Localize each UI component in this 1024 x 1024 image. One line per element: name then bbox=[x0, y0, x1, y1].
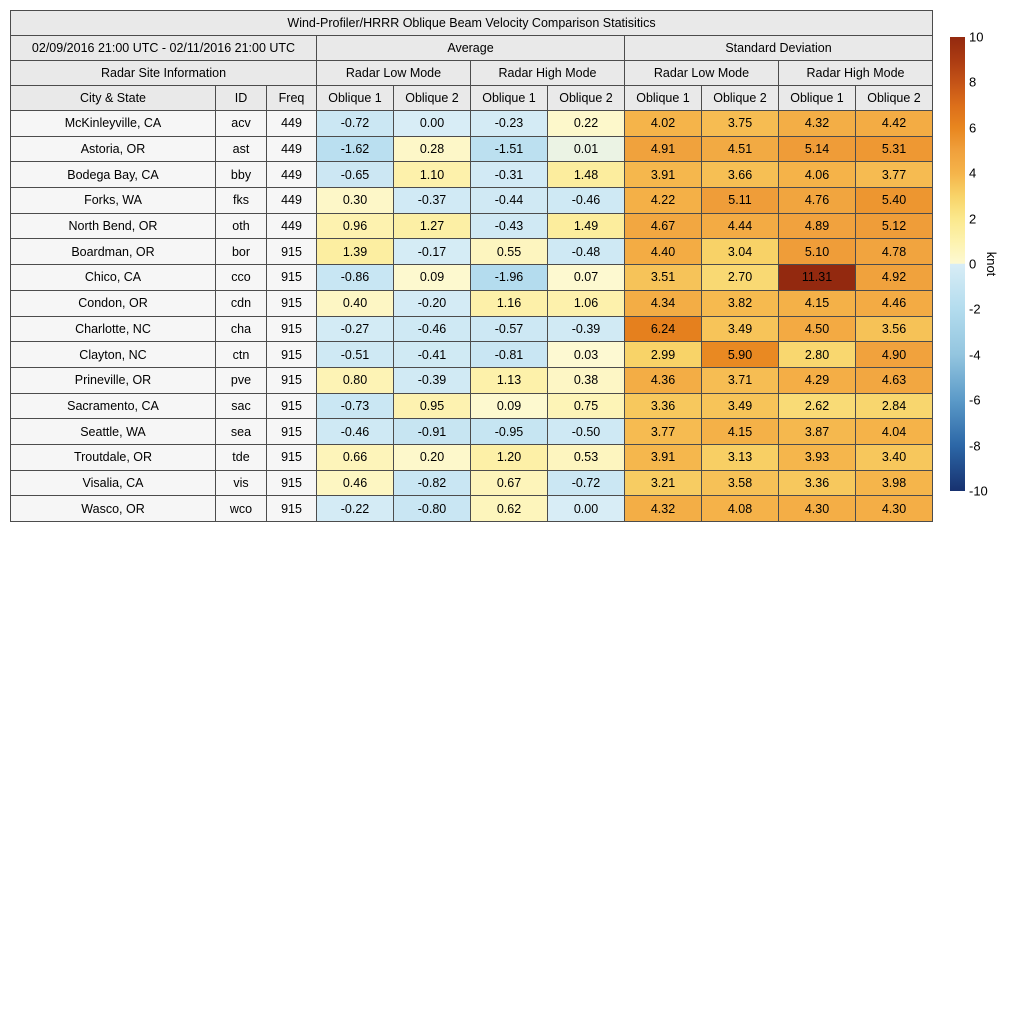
value-cell: -0.27 bbox=[317, 316, 394, 342]
value-cell: -0.50 bbox=[548, 419, 625, 445]
value-cell: 4.50 bbox=[779, 316, 856, 342]
value-cell: 4.29 bbox=[779, 367, 856, 393]
value-cell: 4.22 bbox=[625, 188, 702, 214]
value-cell: -1.96 bbox=[471, 265, 548, 291]
value-cell: -0.39 bbox=[548, 316, 625, 342]
city-cell: Astoria, OR bbox=[11, 136, 216, 162]
table-row bbox=[11, 111, 933, 137]
value-cell: -0.41 bbox=[394, 342, 471, 368]
value-cell: 0.67 bbox=[471, 470, 548, 496]
value-cell: -0.37 bbox=[394, 188, 471, 214]
table-row bbox=[11, 419, 933, 445]
city-cell: Wasco, OR bbox=[11, 496, 216, 522]
city-cell: Boardman, OR bbox=[11, 239, 216, 265]
statistics-table bbox=[10, 10, 933, 522]
city-cell: Visalia, CA bbox=[11, 470, 216, 496]
freq-cell: 449 bbox=[267, 111, 317, 137]
city-cell: Clayton, NC bbox=[11, 342, 216, 368]
table-row bbox=[11, 496, 933, 522]
value-cell: 0.66 bbox=[317, 444, 394, 470]
site-id-cell: sac bbox=[216, 393, 267, 419]
table-body bbox=[11, 111, 933, 522]
value-cell: 1.27 bbox=[394, 213, 471, 239]
value-cell: -0.22 bbox=[317, 496, 394, 522]
value-cell: -0.65 bbox=[317, 162, 394, 188]
value-cell: -0.20 bbox=[394, 290, 471, 316]
column-header-oblique: Oblique 1 bbox=[625, 86, 702, 111]
table-row bbox=[11, 239, 933, 265]
value-cell: 2.84 bbox=[856, 393, 933, 419]
site-id-cell: oth bbox=[216, 213, 267, 239]
value-cell: 0.09 bbox=[471, 393, 548, 419]
value-cell: -0.48 bbox=[548, 239, 625, 265]
freq-cell: 449 bbox=[267, 213, 317, 239]
value-cell: 4.63 bbox=[856, 367, 933, 393]
value-cell: 0.62 bbox=[471, 496, 548, 522]
average-section-header: Average bbox=[317, 36, 625, 61]
column-header-row bbox=[11, 86, 933, 111]
column-header-oblique: Oblique 2 bbox=[702, 86, 779, 111]
freq-cell: 915 bbox=[267, 239, 317, 265]
column-header-oblique: Oblique 1 bbox=[317, 86, 394, 111]
colorbar-tick-label: 0 bbox=[969, 256, 977, 272]
value-cell: 1.16 bbox=[471, 290, 548, 316]
date-range-label: 02/09/2016 21:00 UTC - 02/11/2016 21:00 UTC bbox=[11, 36, 317, 61]
mode-header-std-high: Radar High Mode bbox=[779, 61, 933, 86]
value-cell: -0.43 bbox=[471, 213, 548, 239]
table-header bbox=[11, 11, 933, 111]
colorbar bbox=[950, 37, 965, 491]
value-cell: 1.48 bbox=[548, 162, 625, 188]
site-id-cell: bor bbox=[216, 239, 267, 265]
city-cell: North Bend, OR bbox=[11, 213, 216, 239]
value-cell: 4.46 bbox=[856, 290, 933, 316]
value-cell: -0.80 bbox=[394, 496, 471, 522]
value-cell: 4.15 bbox=[702, 419, 779, 445]
value-cell: 0.53 bbox=[548, 444, 625, 470]
value-cell: 3.66 bbox=[702, 162, 779, 188]
value-cell: 3.56 bbox=[856, 316, 933, 342]
colorbar-tick-label: 2 bbox=[969, 211, 977, 227]
city-cell: Prineville, OR bbox=[11, 367, 216, 393]
table-row bbox=[11, 136, 933, 162]
city-cell: Sacramento, CA bbox=[11, 393, 216, 419]
table-row bbox=[11, 470, 933, 496]
value-cell: -1.62 bbox=[317, 136, 394, 162]
title-row bbox=[11, 11, 933, 36]
value-cell: 4.51 bbox=[702, 136, 779, 162]
value-cell: 0.30 bbox=[317, 188, 394, 214]
site-id-cell: ctn bbox=[216, 342, 267, 368]
value-cell: 0.00 bbox=[394, 111, 471, 137]
value-cell: -0.72 bbox=[548, 470, 625, 496]
city-cell: Chico, CA bbox=[11, 265, 216, 291]
value-cell: 5.10 bbox=[779, 239, 856, 265]
freq-cell: 915 bbox=[267, 342, 317, 368]
value-cell: 5.11 bbox=[702, 188, 779, 214]
freq-cell: 915 bbox=[267, 367, 317, 393]
value-cell: 4.06 bbox=[779, 162, 856, 188]
column-header-oblique: Oblique 1 bbox=[471, 86, 548, 111]
column-header-oblique: Oblique 2 bbox=[548, 86, 625, 111]
value-cell: 4.89 bbox=[779, 213, 856, 239]
value-cell: 4.04 bbox=[856, 419, 933, 445]
value-cell: 1.06 bbox=[548, 290, 625, 316]
value-cell: 1.10 bbox=[394, 162, 471, 188]
value-cell: 4.36 bbox=[625, 367, 702, 393]
city-cell: Condon, OR bbox=[11, 290, 216, 316]
column-header-city: City & State bbox=[11, 86, 216, 111]
site-id-cell: vis bbox=[216, 470, 267, 496]
value-cell: 0.28 bbox=[394, 136, 471, 162]
value-cell: 4.76 bbox=[779, 188, 856, 214]
colorbar-tick-label: 4 bbox=[969, 165, 977, 181]
value-cell: 0.01 bbox=[548, 136, 625, 162]
city-cell: Bodega Bay, CA bbox=[11, 162, 216, 188]
value-cell: 3.51 bbox=[625, 265, 702, 291]
section-header-row bbox=[11, 36, 933, 61]
value-cell: 3.13 bbox=[702, 444, 779, 470]
table-row bbox=[11, 213, 933, 239]
value-cell: 0.00 bbox=[548, 496, 625, 522]
value-cell: 5.14 bbox=[779, 136, 856, 162]
site-info-header: Radar Site Information bbox=[11, 61, 317, 86]
value-cell: 0.55 bbox=[471, 239, 548, 265]
value-cell: -0.44 bbox=[471, 188, 548, 214]
city-cell: McKinleyville, CA bbox=[11, 111, 216, 137]
value-cell: -1.51 bbox=[471, 136, 548, 162]
colorbar-tick-label: -10 bbox=[969, 483, 988, 499]
city-cell: Charlotte, NC bbox=[11, 316, 216, 342]
column-header-id: ID bbox=[216, 86, 267, 111]
value-cell: 3.93 bbox=[779, 444, 856, 470]
mode-header-avg-high: Radar High Mode bbox=[471, 61, 625, 86]
freq-cell: 915 bbox=[267, 444, 317, 470]
colorbar-tick-label: -6 bbox=[969, 392, 981, 408]
colorbar-tick-label: 8 bbox=[969, 74, 977, 90]
value-cell: 4.90 bbox=[856, 342, 933, 368]
colorbar-axis-label: knot bbox=[984, 251, 999, 277]
freq-cell: 915 bbox=[267, 470, 317, 496]
value-cell: 3.71 bbox=[702, 367, 779, 393]
value-cell: 4.30 bbox=[779, 496, 856, 522]
colorbar-tick-label: -2 bbox=[969, 301, 981, 317]
freq-cell: 449 bbox=[267, 162, 317, 188]
value-cell: 4.32 bbox=[625, 496, 702, 522]
column-header-oblique: Oblique 1 bbox=[779, 86, 856, 111]
value-cell: 0.07 bbox=[548, 265, 625, 291]
value-cell: -0.17 bbox=[394, 239, 471, 265]
table-row bbox=[11, 188, 933, 214]
value-cell: 5.90 bbox=[702, 342, 779, 368]
value-cell: 4.15 bbox=[779, 290, 856, 316]
site-id-cell: cco bbox=[216, 265, 267, 291]
table-row bbox=[11, 162, 933, 188]
value-cell: 5.31 bbox=[856, 136, 933, 162]
value-cell: 5.40 bbox=[856, 188, 933, 214]
value-cell: 4.91 bbox=[625, 136, 702, 162]
value-cell: 11.31 bbox=[779, 265, 856, 291]
value-cell: 3.40 bbox=[856, 444, 933, 470]
value-cell: 3.75 bbox=[702, 111, 779, 137]
value-cell: -0.23 bbox=[471, 111, 548, 137]
value-cell: 3.91 bbox=[625, 162, 702, 188]
value-cell: 3.49 bbox=[702, 316, 779, 342]
value-cell: 0.09 bbox=[394, 265, 471, 291]
value-cell: -0.72 bbox=[317, 111, 394, 137]
value-cell: 2.80 bbox=[779, 342, 856, 368]
value-cell: 3.49 bbox=[702, 393, 779, 419]
value-cell: 0.40 bbox=[317, 290, 394, 316]
value-cell: 0.96 bbox=[317, 213, 394, 239]
city-cell: Troutdale, OR bbox=[11, 444, 216, 470]
value-cell: 3.77 bbox=[856, 162, 933, 188]
colorbar-tick-label: -8 bbox=[969, 438, 981, 454]
value-cell: 4.32 bbox=[779, 111, 856, 137]
freq-cell: 915 bbox=[267, 393, 317, 419]
value-cell: 3.21 bbox=[625, 470, 702, 496]
value-cell: 0.22 bbox=[548, 111, 625, 137]
value-cell: 4.67 bbox=[625, 213, 702, 239]
value-cell: 0.95 bbox=[394, 393, 471, 419]
value-cell: 5.12 bbox=[856, 213, 933, 239]
column-header-oblique: Oblique 2 bbox=[394, 86, 471, 111]
site-id-cell: fks bbox=[216, 188, 267, 214]
table-row bbox=[11, 342, 933, 368]
chart-title: Wind-Profiler/HRRR Oblique Beam Velocity Comparison Statisitics bbox=[11, 11, 933, 36]
value-cell: 0.38 bbox=[548, 367, 625, 393]
column-header-freq: Freq bbox=[267, 86, 317, 111]
site-id-cell: pve bbox=[216, 367, 267, 393]
value-cell: 1.49 bbox=[548, 213, 625, 239]
value-cell: -0.31 bbox=[471, 162, 548, 188]
freq-cell: 915 bbox=[267, 496, 317, 522]
mode-header-avg-low: Radar Low Mode bbox=[317, 61, 471, 86]
value-cell: 4.42 bbox=[856, 111, 933, 137]
value-cell: 3.04 bbox=[702, 239, 779, 265]
site-id-cell: cha bbox=[216, 316, 267, 342]
city-cell: Seattle, WA bbox=[11, 419, 216, 445]
value-cell: 4.34 bbox=[625, 290, 702, 316]
mode-header-std-low: Radar Low Mode bbox=[625, 61, 779, 86]
value-cell: 2.62 bbox=[779, 393, 856, 419]
value-cell: 0.75 bbox=[548, 393, 625, 419]
value-cell: 3.87 bbox=[779, 419, 856, 445]
value-cell: 3.36 bbox=[779, 470, 856, 496]
value-cell: 4.40 bbox=[625, 239, 702, 265]
table-row bbox=[11, 265, 933, 291]
city-cell: Forks, WA bbox=[11, 188, 216, 214]
colorbar-tick-label: -4 bbox=[969, 347, 981, 363]
value-cell: 1.20 bbox=[471, 444, 548, 470]
value-cell: 4.02 bbox=[625, 111, 702, 137]
freq-cell: 915 bbox=[267, 316, 317, 342]
table-row bbox=[11, 393, 933, 419]
value-cell: 0.80 bbox=[317, 367, 394, 393]
column-header-oblique: Oblique 2 bbox=[856, 86, 933, 111]
value-cell: 1.39 bbox=[317, 239, 394, 265]
table-row bbox=[11, 316, 933, 342]
value-cell: 0.46 bbox=[317, 470, 394, 496]
value-cell: 4.08 bbox=[702, 496, 779, 522]
value-cell: -0.73 bbox=[317, 393, 394, 419]
std-dev-section-header: Standard Deviation bbox=[625, 36, 933, 61]
value-cell: 6.24 bbox=[625, 316, 702, 342]
freq-cell: 915 bbox=[267, 290, 317, 316]
value-cell: 2.70 bbox=[702, 265, 779, 291]
value-cell: 4.78 bbox=[856, 239, 933, 265]
value-cell: 3.91 bbox=[625, 444, 702, 470]
value-cell: -0.46 bbox=[317, 419, 394, 445]
site-id-cell: acv bbox=[216, 111, 267, 137]
value-cell: 4.92 bbox=[856, 265, 933, 291]
value-cell: 3.77 bbox=[625, 419, 702, 445]
value-cell: -0.39 bbox=[394, 367, 471, 393]
value-cell: 1.13 bbox=[471, 367, 548, 393]
site-id-cell: ast bbox=[216, 136, 267, 162]
table-row bbox=[11, 290, 933, 316]
value-cell: -0.82 bbox=[394, 470, 471, 496]
value-cell: -0.57 bbox=[471, 316, 548, 342]
value-cell: -0.95 bbox=[471, 419, 548, 445]
value-cell: 4.30 bbox=[856, 496, 933, 522]
value-cell: 3.36 bbox=[625, 393, 702, 419]
freq-cell: 449 bbox=[267, 136, 317, 162]
value-cell: 3.82 bbox=[702, 290, 779, 316]
table-row bbox=[11, 367, 933, 393]
value-cell: -0.46 bbox=[394, 316, 471, 342]
value-cell: -0.46 bbox=[548, 188, 625, 214]
colorbar-tick-label: 10 bbox=[969, 29, 984, 45]
mode-header-row bbox=[11, 61, 933, 86]
site-id-cell: sea bbox=[216, 419, 267, 445]
value-cell: 3.58 bbox=[702, 470, 779, 496]
value-cell: 3.98 bbox=[856, 470, 933, 496]
site-id-cell: cdn bbox=[216, 290, 267, 316]
value-cell: -0.51 bbox=[317, 342, 394, 368]
site-id-cell: tde bbox=[216, 444, 267, 470]
colorbar-tick-label: 6 bbox=[969, 120, 977, 136]
value-cell: -0.91 bbox=[394, 419, 471, 445]
value-cell: 0.20 bbox=[394, 444, 471, 470]
table-row bbox=[11, 444, 933, 470]
freq-cell: 449 bbox=[267, 188, 317, 214]
value-cell: -0.86 bbox=[317, 265, 394, 291]
value-cell: -0.81 bbox=[471, 342, 548, 368]
site-id-cell: bby bbox=[216, 162, 267, 188]
freq-cell: 915 bbox=[267, 265, 317, 291]
value-cell: 0.03 bbox=[548, 342, 625, 368]
site-id-cell: wco bbox=[216, 496, 267, 522]
value-cell: 4.44 bbox=[702, 213, 779, 239]
value-cell: 2.99 bbox=[625, 342, 702, 368]
freq-cell: 915 bbox=[267, 419, 317, 445]
